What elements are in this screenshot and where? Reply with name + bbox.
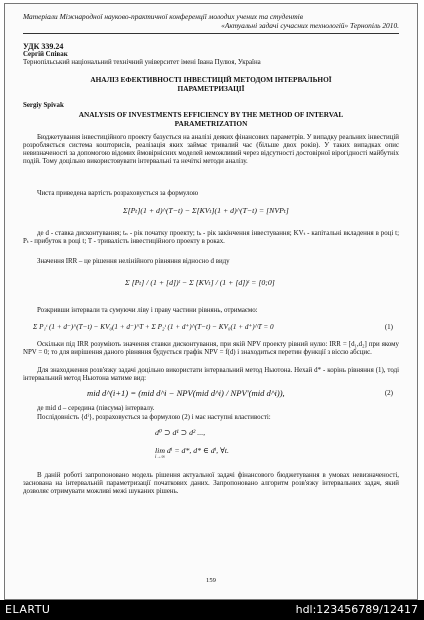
document-page (4, 3, 418, 600)
equation-number-1: (1) (384, 323, 393, 331)
page-number: 159 (206, 577, 216, 584)
header-rule (23, 33, 399, 34)
paragraph-6: Оскільки під IRR розуміють значення ставки дисконтування, при якій NPV проекту рівний нулю: IRR = [d₁,d₂] при якому NPV = 0; то для вирішення даного рівняння будується графік NPV = f(d) і знаходиться перетин функції з віссю абсцис. (23, 341, 399, 357)
paragraph-8: де mid d – середина (півсума) інтервалу. (37, 405, 155, 412)
paragraph-2: Чиста приведена вартість розраховується за формулою (37, 190, 199, 197)
author-ua: Сергій Співак (23, 51, 68, 58)
formula-nested-intervals: d⁰ ⊃ d¹ ⊃ d² ..., (155, 428, 206, 437)
paragraph-7: Для знаходження розв'язку задачі доцільно використати інтервальний метод Ньютона. Нехай d* - корінь рівняння (1), тоді інтервальний метод Ньютона матиме вид: (23, 367, 399, 383)
formula-irr: Σ [Pₜ] / (1 + [d])ᵗ − Σ [KVₜ] / (1 + [d])ᵗ = [0;0] (125, 278, 275, 287)
header-line-1: Матеріали Міжнародної науково-практичної конференції молодих учених та студентів (23, 12, 303, 21)
paragraph-4: Значення IRR – це рішення нелінійного рівняння відносно d виду (37, 258, 230, 265)
paragraph-9: Послідовність {dⁱ}, розраховується за формулою (2) і має наступні властивості: (37, 414, 271, 421)
footer-bar (0, 600, 424, 620)
formula-limit-subscript: i→∞ (155, 455, 165, 460)
formula-newton: mid d^(i+1) = (mid d^i − NPV(mid d^i) / NPV'(mid d^i)), (87, 388, 285, 398)
title-en: ANALYSIS OF INVESTMENTS EFFICIENCY BY THE METHOD OF INTERVAL PARAMETRIZATION (78, 110, 344, 128)
equation-number-2: (2) (384, 389, 393, 397)
udk-code: УДК 339.24 (23, 42, 64, 51)
title-ua: АНАЛІЗ ЕФЕКТИВНОСТІ ІНВЕСТИЦІЙ МЕТОДОМ ІНТЕРВАЛЬНОЇ ПАРАМЕТРИЗАЦІЇ (90, 75, 332, 93)
formula-npv: Σ[Pₜ](1 + d)^(T−t) − Σ[KVₜ](1 + d)^(T−t) = [NVPₜ] (123, 206, 289, 215)
paragraph-1: Бюджетування інвестиційного проекту базується на аналізі деяких фінансових параметрів. У випадку реальних інвестицій розробляється система кошторисів, реалізація яких займає тривалий час (більше двох років). У таких випадках опис невизначеності за допомогою відомих ймовірнісних моделей неможливий через відсутності достовірної вірогідності майбутніх подій. Тому доцільно використовувати інтервальні та нечіткі методи аналізу. (23, 134, 399, 166)
affiliation-ua: Тернопільський національний технічний університет імені Івана Пулюя, Україна (23, 59, 261, 67)
paragraph-3: де d - ставка дисконтування; tₙ - рік початку проекту; tₖ - рік закінчення інвестування; KVₜ - капітальні вкладення в році t; Pₜ - прибуток в році t; T - тривалість інвестиційного проекту в роках. (23, 230, 399, 246)
author-en: Sergiy Spivak (23, 102, 64, 109)
formula-interval-sum: Σ P₁ᵗ (1 + d⁻)^(T−t) − KV₀(1 + d⁻)^T + Σ P₂ᵗ (1 + d⁺)^(T−t) − KV₀(1 + d⁺)^T = 0 (33, 323, 274, 331)
paragraph-5: Розкривши інтервали та сумуючи ліву і праву частини рівнянь, отримаємо: (37, 307, 258, 314)
formula-limit: lim dⁱ = d*, d* ∈ dⁱ, ∀t. (155, 446, 229, 455)
footer-repository-name: ELARTU (5, 603, 51, 616)
header-line-2: «Актуальні задачі сучасних технологій» Тернопіль 2010. (221, 21, 399, 30)
footer-handle-link[interactable]: hdl:123456789/12417 (295, 603, 418, 616)
running-header (23, 12, 399, 30)
paragraph-10: В даній роботі запропоновано модель рішення актуальної задачі фінансового бюджетування в умовах невизначеності, заснована на інтервальній параметризації початкових даних. Запропоновано алгоритм розв'язку інтервальних задач, який дозволяє отримувати можливі межі шуканих рішень. (23, 472, 399, 496)
